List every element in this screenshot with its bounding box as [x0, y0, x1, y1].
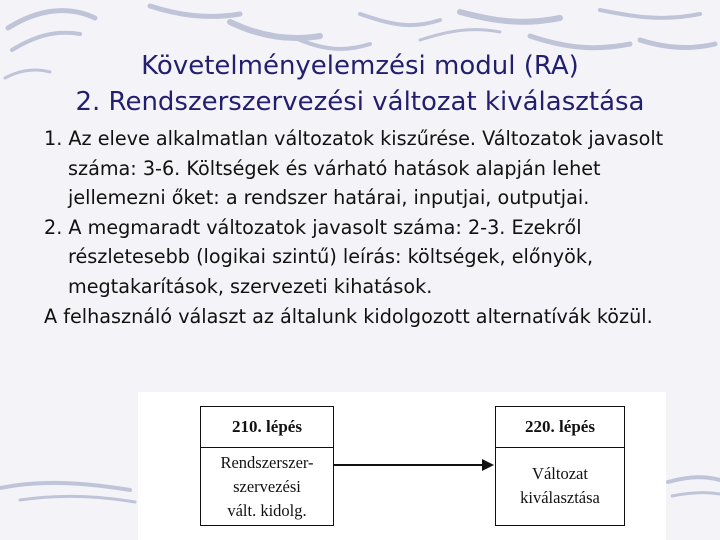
step-220-line-2: kiválasztása — [520, 488, 600, 507]
step-210-line-2: szervezési — [233, 477, 301, 496]
step-210-line-1: Rendszerszer- — [220, 453, 314, 472]
step-210-header: 210. lépés — [201, 407, 333, 448]
paragraph-1: 1. Az eleve alkalmatlan változatok kiszűrése. Változatok javasolt száma: 3-6. Költségek és várható hatások alapján lehet jellemezni őket: a rendszer határai, inputjai, outputjai. — [44, 127, 664, 210]
process-diagram — [138, 392, 666, 540]
slide-body — [44, 124, 694, 331]
flow-arrow-head — [482, 459, 494, 471]
title-line-1: Követelményelemzési modul (RA) — [141, 51, 579, 81]
step-210-line-3: vált. kidolg. — [227, 501, 307, 520]
paragraph-2: 2. A megmaradt változatok javasolt száma: 2-3. Ezekről részletesebb (logikai szintű) leírás: költségek, előnyök, megtakarítások, szervezeti kihatások. — [44, 215, 594, 298]
step-210-box — [200, 406, 334, 526]
step-220-box — [495, 406, 625, 526]
paragraph-3: A felhasználó választ az általunk kidolgozott alternatívák közül. — [44, 304, 653, 328]
step-220-line-1: Változat — [532, 464, 588, 483]
flow-arrow — [334, 464, 482, 466]
title-line-2: 2. Rendszerszervezési változat kiválasztása — [75, 87, 645, 117]
step-220-header: 220. lépés — [496, 407, 624, 448]
slide-title — [0, 48, 720, 120]
